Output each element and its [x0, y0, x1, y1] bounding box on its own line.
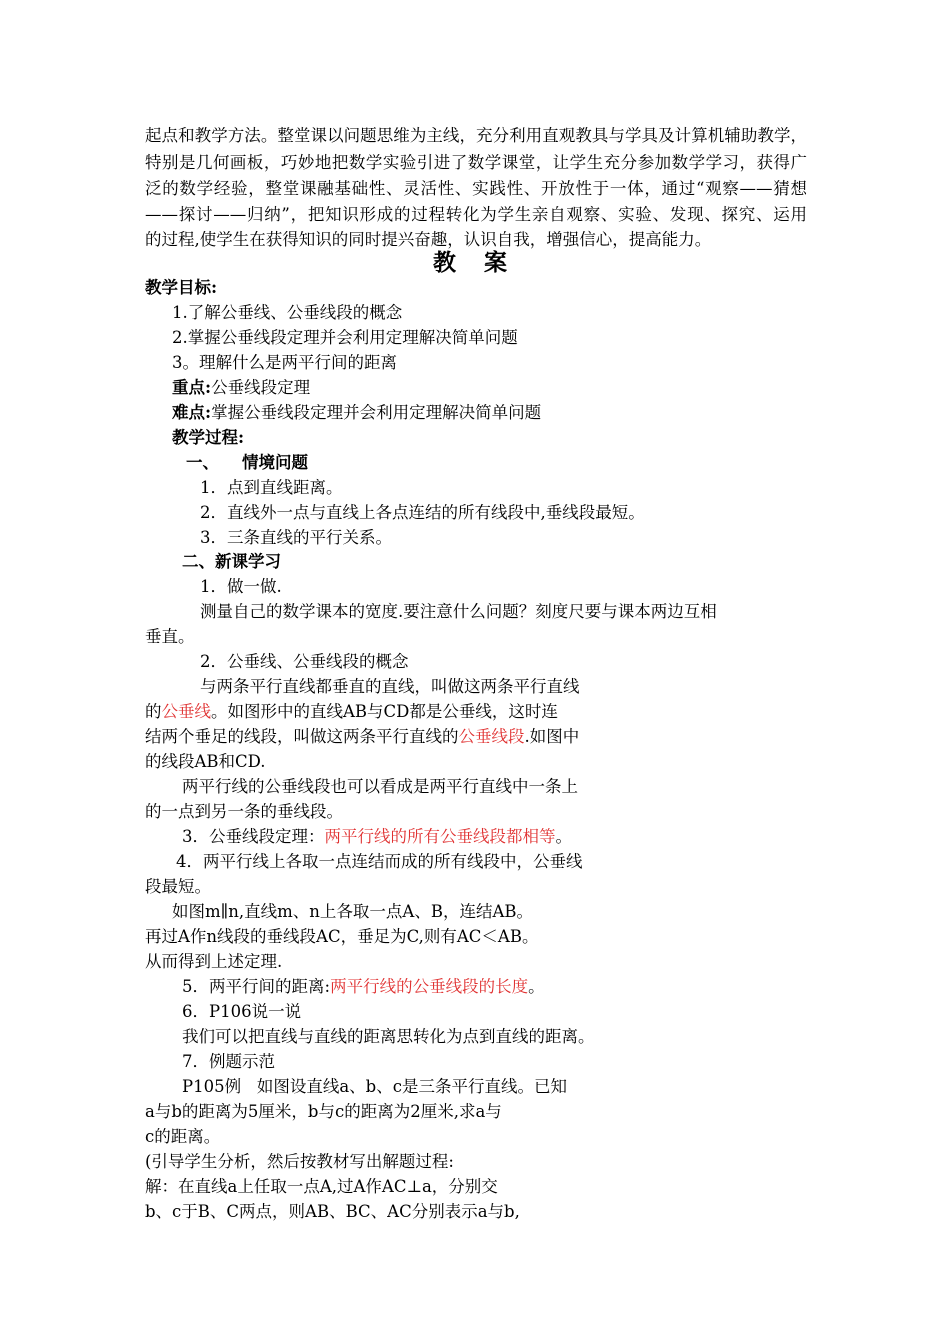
- section-2-para-2c: [145, 725, 579, 749]
- text-run: 。: [555, 827, 572, 846]
- section-2-para-2a: 与两条平行直线都垂直的直线，叫做这两条平行直线: [200, 677, 580, 696]
- example-line-b: a与b的距离为5厘米，b与c的距离为2厘米,求a与: [145, 1102, 502, 1121]
- section-2-para-5: 我们可以把直线与直线的距离思转化为点到直线的距离。: [182, 1027, 595, 1046]
- highlight-term: 公垂线: [161, 702, 211, 721]
- section-2-para-2d: 的线段AB和CD.: [145, 752, 266, 771]
- text-run: 结两个垂足的线段，叫做这两条平行直线的: [145, 727, 459, 746]
- highlight-theorem: 两平行线的所有公垂线段都相等: [324, 827, 556, 846]
- example-line-e: 解：在直线a上任取一点A,过A作AC⊥a，分别交: [145, 1177, 498, 1196]
- key-label: 重点:: [172, 378, 212, 397]
- intro-line-1: 起点和教学方法。整堂课以问题思维为主线，充分利用直观教具与学具及计算机辅助教学，: [145, 126, 807, 145]
- section-2-item-1: 1．做一做.: [200, 577, 282, 596]
- intro-line-4: ——探讨——归纳”，把知识形成的过程转化为学生亲自观察、实验、发现、探究、运用: [145, 205, 807, 224]
- section-2-item-7: 7．例题示范: [182, 1052, 275, 1071]
- example-line-c: c的距离。: [145, 1127, 221, 1146]
- goal-2: 2.掌握公垂线段定理并会利用定理解决简单问题: [172, 328, 518, 347]
- section-2-item-4b: 段最短。: [145, 877, 211, 896]
- goal-3: 3。理解什么是两平行间的距离: [172, 353, 397, 372]
- intro-line-5: 的过程,使学生在获得知识的同时提兴奋趣，认识自我，增强信心，提高能力。: [145, 230, 712, 249]
- text-run: 。如图形中的直线AB与CD都是公垂线，这时连: [211, 702, 558, 721]
- section-2-para-4c: 从而得到上述定理.: [145, 952, 283, 971]
- section-1-heading: 一、 情境问题: [186, 453, 308, 472]
- highlight-term: 公垂线段: [458, 727, 525, 746]
- section-1-item-3: 3．三条直线的平行关系。: [200, 528, 392, 547]
- intro-line-2: 特别是几何画板，巧妙地把数学实验引进了数学课堂，让学生充分参加数学学习，获得广: [145, 153, 807, 172]
- section-2-item-4a: 4．两平行线上各取一点连结而成的所有线段中，公垂线: [176, 852, 583, 871]
- difficulty-label: 难点:: [172, 403, 212, 422]
- text-run: .如图中: [524, 727, 580, 746]
- section-2-para-3b: 的一点到另一条的垂线段。: [145, 802, 343, 821]
- text-run: 的: [145, 702, 162, 721]
- section-2-para-1b: 垂直。: [145, 627, 195, 646]
- highlight-definition: 两平行线的公垂线段的长度: [330, 977, 529, 996]
- goal-1: 1.了解公垂线、公垂线段的概念: [172, 303, 403, 322]
- section-2-item-3: [182, 825, 572, 849]
- goals-heading: 教学目标:: [145, 278, 218, 297]
- section-2-para-4b: 再过A作n线段的垂线段AC，垂足为C,则有AC＜AB。: [145, 927, 539, 946]
- example-line-d: (引导学生分析，然后按教材写出解题过程:: [145, 1152, 454, 1171]
- section-2-para-4a: 如图m∥n,直线m、n上各取一点A、B，连结AB。: [172, 902, 533, 921]
- example-line-a: P105例 如图设直线a、b、c是三条平行直线。已知: [182, 1077, 567, 1096]
- section-2-item-5: [182, 975, 545, 999]
- section-2-heading: 二、新课学习: [182, 552, 281, 571]
- section-2-para-1a: 测量自己的数学课本的宽度.要注意什么问题？刻度尺要与课本两边互相: [200, 602, 717, 621]
- text-run: 。: [528, 977, 545, 996]
- difficulty-text: 掌握公垂线段定理并会利用定理解决简单问题: [211, 403, 542, 422]
- section-2-item-2: 2．公垂线、公垂线段的概念: [200, 652, 409, 671]
- example-line-f: b、c于B、C两点，则AB、BC、AC分别表示a与b,: [145, 1202, 520, 1221]
- intro-line-3: 泛的数学经验，整堂课融基础性、灵活性、实践性、开放性于一体，通过“观察——猜想: [145, 179, 807, 198]
- process-heading: 教学过程:: [172, 428, 245, 447]
- section-2-item-6: 6．P106说一说: [182, 1002, 302, 1021]
- section-2-para-2b: [145, 700, 558, 724]
- section-1-item-1: 1．点到直线距离。: [200, 478, 343, 497]
- text-run: 5．两平行间的距离:: [182, 977, 331, 996]
- section-2-para-3a: 两平行线的公垂线段也可以看成是两平行直线中一条上: [182, 777, 578, 796]
- difficulty-point: [172, 401, 541, 425]
- page-title: 教 案: [432, 249, 517, 276]
- text-run: 3．公垂线段定理：: [182, 827, 325, 846]
- key-point: [172, 376, 310, 400]
- section-1-item-2: 2．直线外一点与直线上各点连结的所有线段中,垂线段最短。: [200, 503, 645, 522]
- key-text: 公垂线段定理: [211, 378, 311, 397]
